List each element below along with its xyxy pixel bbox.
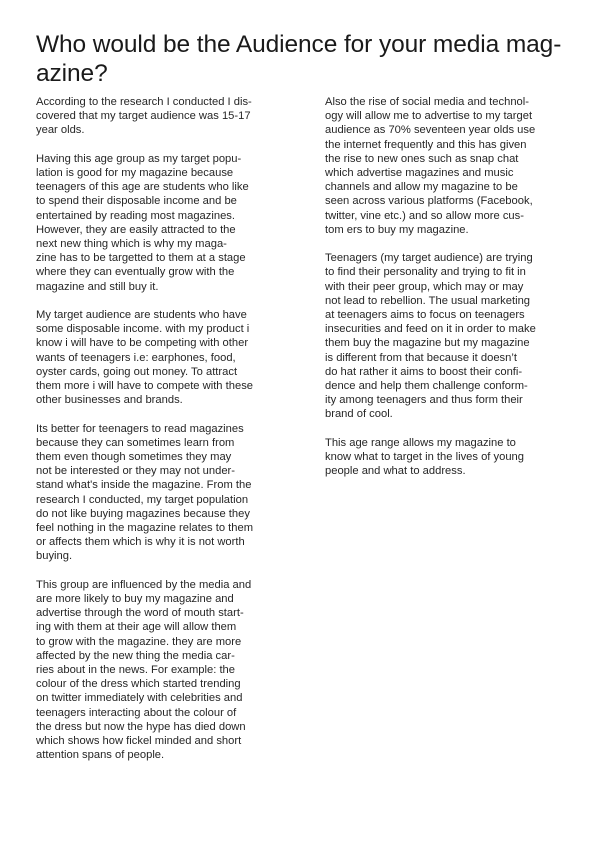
paragraph: This age range allows my magazine to know what to target in the lives of young people and what to address. <box>325 436 525 478</box>
paragraph: Also the rise of social media and technol- ogy will allow me to advertise to my target audience as 70% seventeen year olds use the internet frequently and this has given the rise to new ones such as snap chat which advertise magazines and music channels and allow my magazine to be seen across various platforms (Facebook, twitter, vine etc.) and so allow more cus- tom ers to buy my magazine. <box>325 96 536 236</box>
paragraph: Having this age group as my target popu- lation is good for my magazine because teenagers of this age are students who like to spend their disposable income and be entertained by reading most magazines. However, they are easily attracted to the next new thing which is why my maga- zine has to be targetted to them at a stage where they can eventually grow with the magazine and still buy it. <box>36 152 249 293</box>
page-title: Who would be the Audience for your media mag- azine? <box>36 31 562 87</box>
left-column <box>36 95 274 777</box>
paragraph: According to the research I conducted I dis- covered that my target audience was 15-17 year olds. <box>36 96 252 137</box>
paragraph: Teenagers (my target audience) are trying to find their personality and trying to fit in with their peer group, which may or may not lead to rebellion. The usual marketing at teenagers aims to focus on teenagers insecurities and feed on it in order to make them buy the magazine but my magazine is different from that because it doesn’t do hat rather it aims to boost their confi- dence and help them challenge conform- ity among teenagers and thus form their brand of cool. <box>325 252 536 421</box>
paragraph: This group are influenced by the media and are more likely to buy my magazine and advertise through the word of mouth start- ing with them at their age will allow them to grow with the magazine. they are more affected by the new thing the media car- ries about in the news. For example: the colour of the dress which started trending on twitter immediately with celebrities and teenagers interacting about the colour of the dress but now the hype has died down which shows how fickel minded and short attention spans of people. <box>36 578 252 762</box>
paragraph: My target audience are students who have some disposable income. with my product i know i will have to be competing with other wants of teenagers i.e: earphones, food, oyster cards, going out money. To attract them more i will have to compete with these other businesses and brands. <box>36 309 254 407</box>
paragraph: Its better for teenagers to read magazines because they can sometimes learn from them even though sometimes they may not be interested or they may not under- stand what's inside the magazine. From the research I conducted, my target population do not like buying magazines because they feel nothing in the magazine relates to them or affects them which is why it is not worth buying. <box>36 422 254 563</box>
right-column <box>325 95 561 493</box>
